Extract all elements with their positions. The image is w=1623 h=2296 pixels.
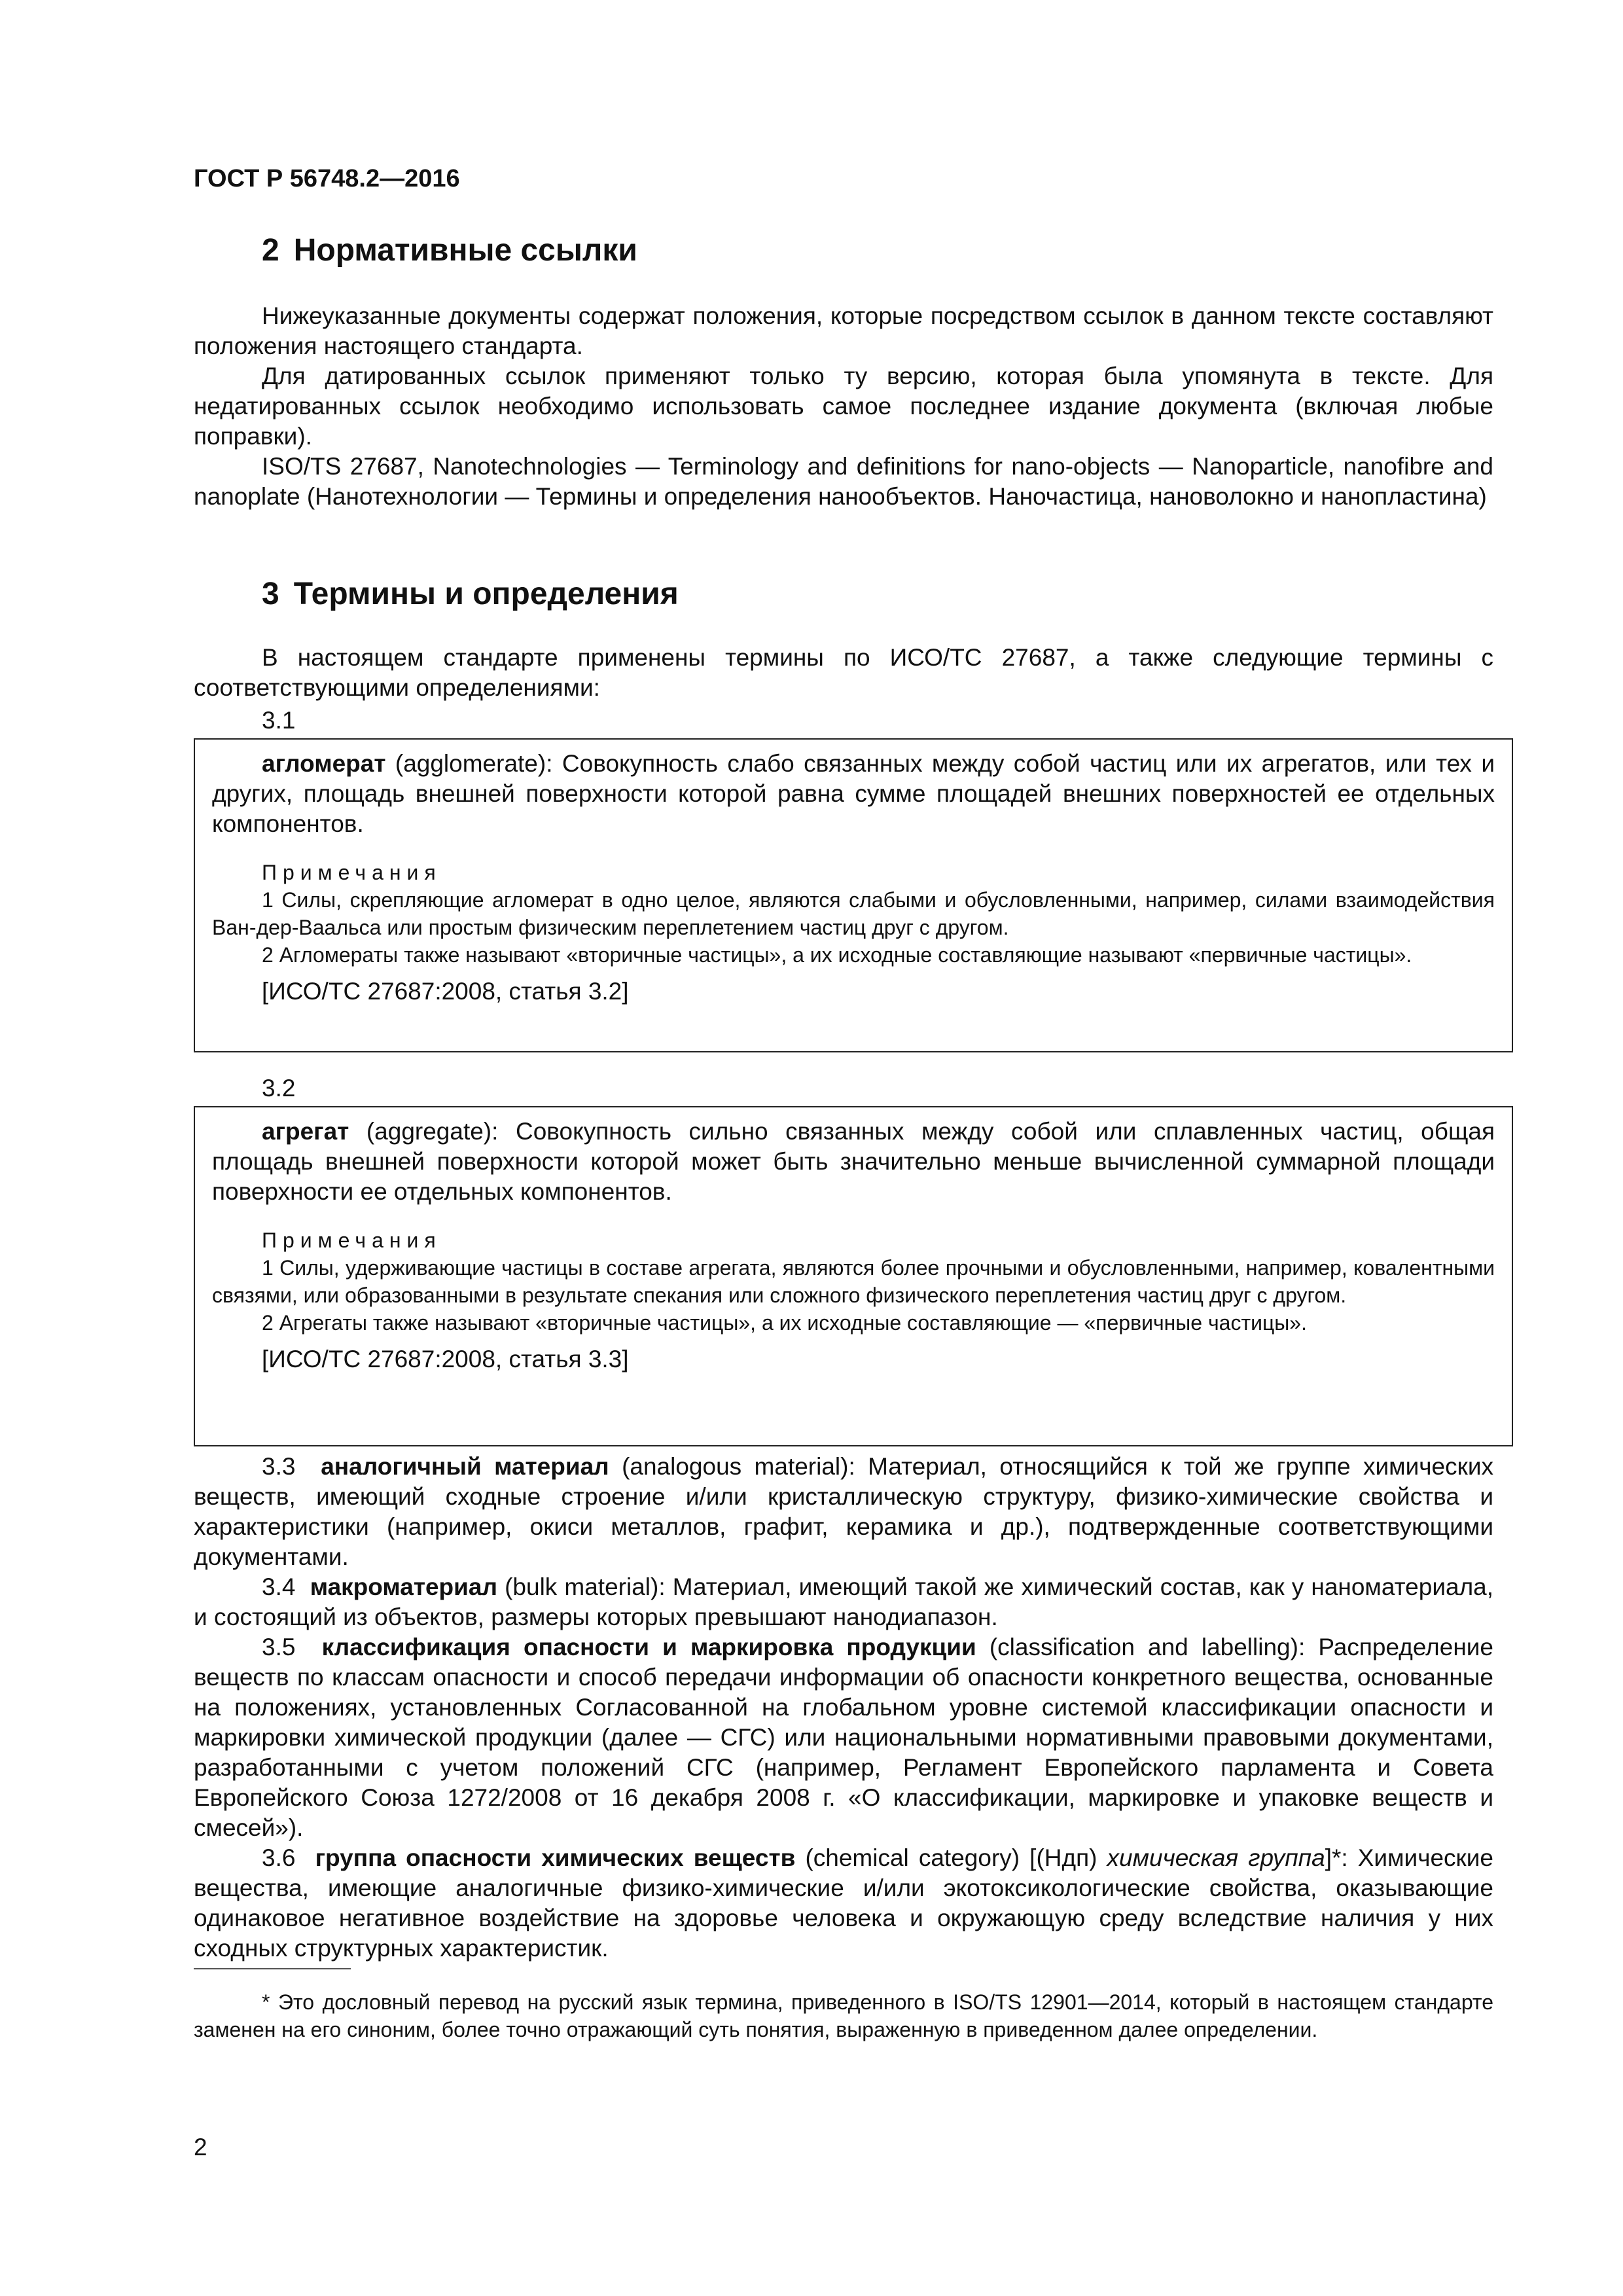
term-3-6-english: (chemical category) [(Ндп) [795,1844,1107,1871]
term-3-1-box [194,738,1513,1052]
term-3-1-source: [ИСО/ТС 27687:2008, статья 3.2] [262,978,629,1005]
term-3-2-box [194,1106,1513,1446]
term-3-4-term: макроматериал [310,1573,497,1600]
term-3-5 [194,1632,1493,1843]
term-3-1-notes-title: Примечания [262,861,442,884]
section-2-heading [262,232,637,269]
term-3-4-label: 3.4 [262,1573,296,1600]
term-3-1-definition [212,749,1495,839]
term-3-3-label: 3.3 [262,1453,296,1480]
term-3-5-definition: (classification and labelling): Распределение веществ по классам опасности и способ передачи информации об опасности конкретного вещества, основанные на положениях, установленных Согласованной на глобальном уровне системой классификации опасности и маркировки химической продукции (далее — СГС) или национальными нормативными правовыми документами, разработанными с учетом положений СГС (например, Регламент Европейского парламента и Совета Европейского Союза 1272/2008 от 16 декабря 2008 г. «О классификации, маркировке и упаковке веществ и смесей»). [194,1634,1494,1841]
footnote-divider [194,1968,351,1969]
section-3-number: 3 [262,577,279,611]
term-3-1-definition-text: (agglomerate): Совокупность слабо связанных между собой частиц или их агрегатов, или тех и других, площадь внешней поверхности которой равна сумме площадей внешних поверхностей ее отдельных компонентов. [212,750,1495,837]
section-3-intro [194,643,1493,703]
term-3-3-definition: (analogous material): Материал, относящийся к той же группе химических веществ, имеющий сходные строение и/или кристаллическую структуру, физико-химические свойства и характеристики (например, окиси металлов, графит, керамика и др.), подтвержденные соответствующими документами. [194,1453,1493,1570]
term-3-4 [194,1572,1493,1632]
term-3-5-label: 3.5 [262,1634,296,1660]
term-3-1-term: агломерат [262,750,386,777]
section-2-title: Нормативные ссылки [293,233,637,268]
term-3-2-definition [212,1117,1495,1207]
term-3-1-note-1: 1 Силы, скрепляющие агломерат в одно целое, являются слабыми и обусловленными, например, силами взаимодействия Ван-дер-Ваальса или простым физическим переплетением частиц друг с другом. [212,888,1495,939]
section-2-paragraph: ISO/TS 27687, Nanotechnologies — Terminology and definitions for nano-objects — Nanoparticle, nanofibre and nanoplate (Нанотехнологии — Термины и определения нанообъектов. Наночастица, нановолокно и нанопластина) [194,453,1493,510]
term-3-6 [194,1843,1493,1964]
term-3-2-note-1: 1 Силы, удерживающие частицы в составе агрегата, являются более прочными и обусловленными, например, ковалентными связями, или образованными в результате спекания или сложного физического переплетения частиц друг с другом. [212,1256,1495,1307]
term-3-5-term: классификация опасности и маркировка продукции [321,1634,976,1660]
footnote: * Это дословный перевод на русский язык термина, приведенного в ISO/TS 12901—2014, который в настоящем стандарте заменен на его синоним, более точно отражающий суть понятия, выраженную в приведенном далее определении. [194,1990,1493,2041]
page-number: 2 [194,2134,207,2161]
term-3-6-term: группа опасности химических веществ [315,1844,796,1871]
term-3-2-label: 3.2 [262,1075,296,1102]
term-3-2-notes-title: Примечания [262,1229,442,1252]
term-3-6-label: 3.6 [262,1844,296,1871]
term-3-2-definition-text: (aggregate): Совокупность сильно связанных между собой или сплавленных частиц, общая площадь внешней поверхности которой может быть значительно меньше вычисленной суммарной площади поверхности ее отдельных компонентов. [212,1118,1495,1205]
term-3-6-deprecated-term: химическая группа [1107,1844,1325,1871]
term-3-3-term: аналогичный материал [321,1453,609,1480]
section-2-paragraph: Нижеуказанные документы содержат положения, которые посредством ссылок в данном тексте составляют положения настоящего стандарта. [194,302,1493,359]
term-3-2-term: агрегат [262,1118,349,1145]
term-3-4-definition: (bulk material): Материал, имеющий такой же химический состав, как у наноматериала, и состоящий из объектов, размеры которых превышают нанодиапазон. [194,1573,1494,1630]
section-2-body [194,301,1493,512]
section-3-title: Термины и определения [293,577,679,611]
term-3-6-definition: Химические вещества, имеющие аналогичные физико-химические и/или экотоксикологические свойства, оказывающие одинаковое негативное воздействие на здоровье человека и окружающую среду вследствие наличия у них сходных структурных характеристик. [194,1844,1493,1962]
term-3-2-note-2: 2 Агрегаты также называют «вторичные частицы», а их исходные составляющие — «первичные частицы». [262,1311,1307,1335]
section-2-number: 2 [262,233,279,268]
document-id: ГОСТ Р 56748.2—2016 [194,165,460,192]
section-3-heading [262,576,679,613]
term-3-3 [194,1452,1493,1572]
term-3-1-label: 3.1 [262,707,296,734]
section-2-paragraph: Для датированных ссылок применяют только ту версию, которая была упомянута в тексте. Для недатированных ссылок необходимо использовать самое последнее издание документа (включая любые поправки). [194,363,1493,450]
term-3-2-source: [ИСО/ТС 27687:2008, статья 3.3] [262,1346,629,1372]
term-3-1-note-2: 2 Агломераты также называют «вторичные частицы», а их исходные составляющие называют «первичные частицы». [262,943,1412,967]
term-3-6-footnote-mark: ]*: [1325,1844,1348,1871]
section-3-intro-text: В настоящем стандарте применены термины по ИСО/ТС 27687, а также следующие термины с соответствующими определениями: [194,644,1493,701]
terms-continued [194,1452,1493,1964]
